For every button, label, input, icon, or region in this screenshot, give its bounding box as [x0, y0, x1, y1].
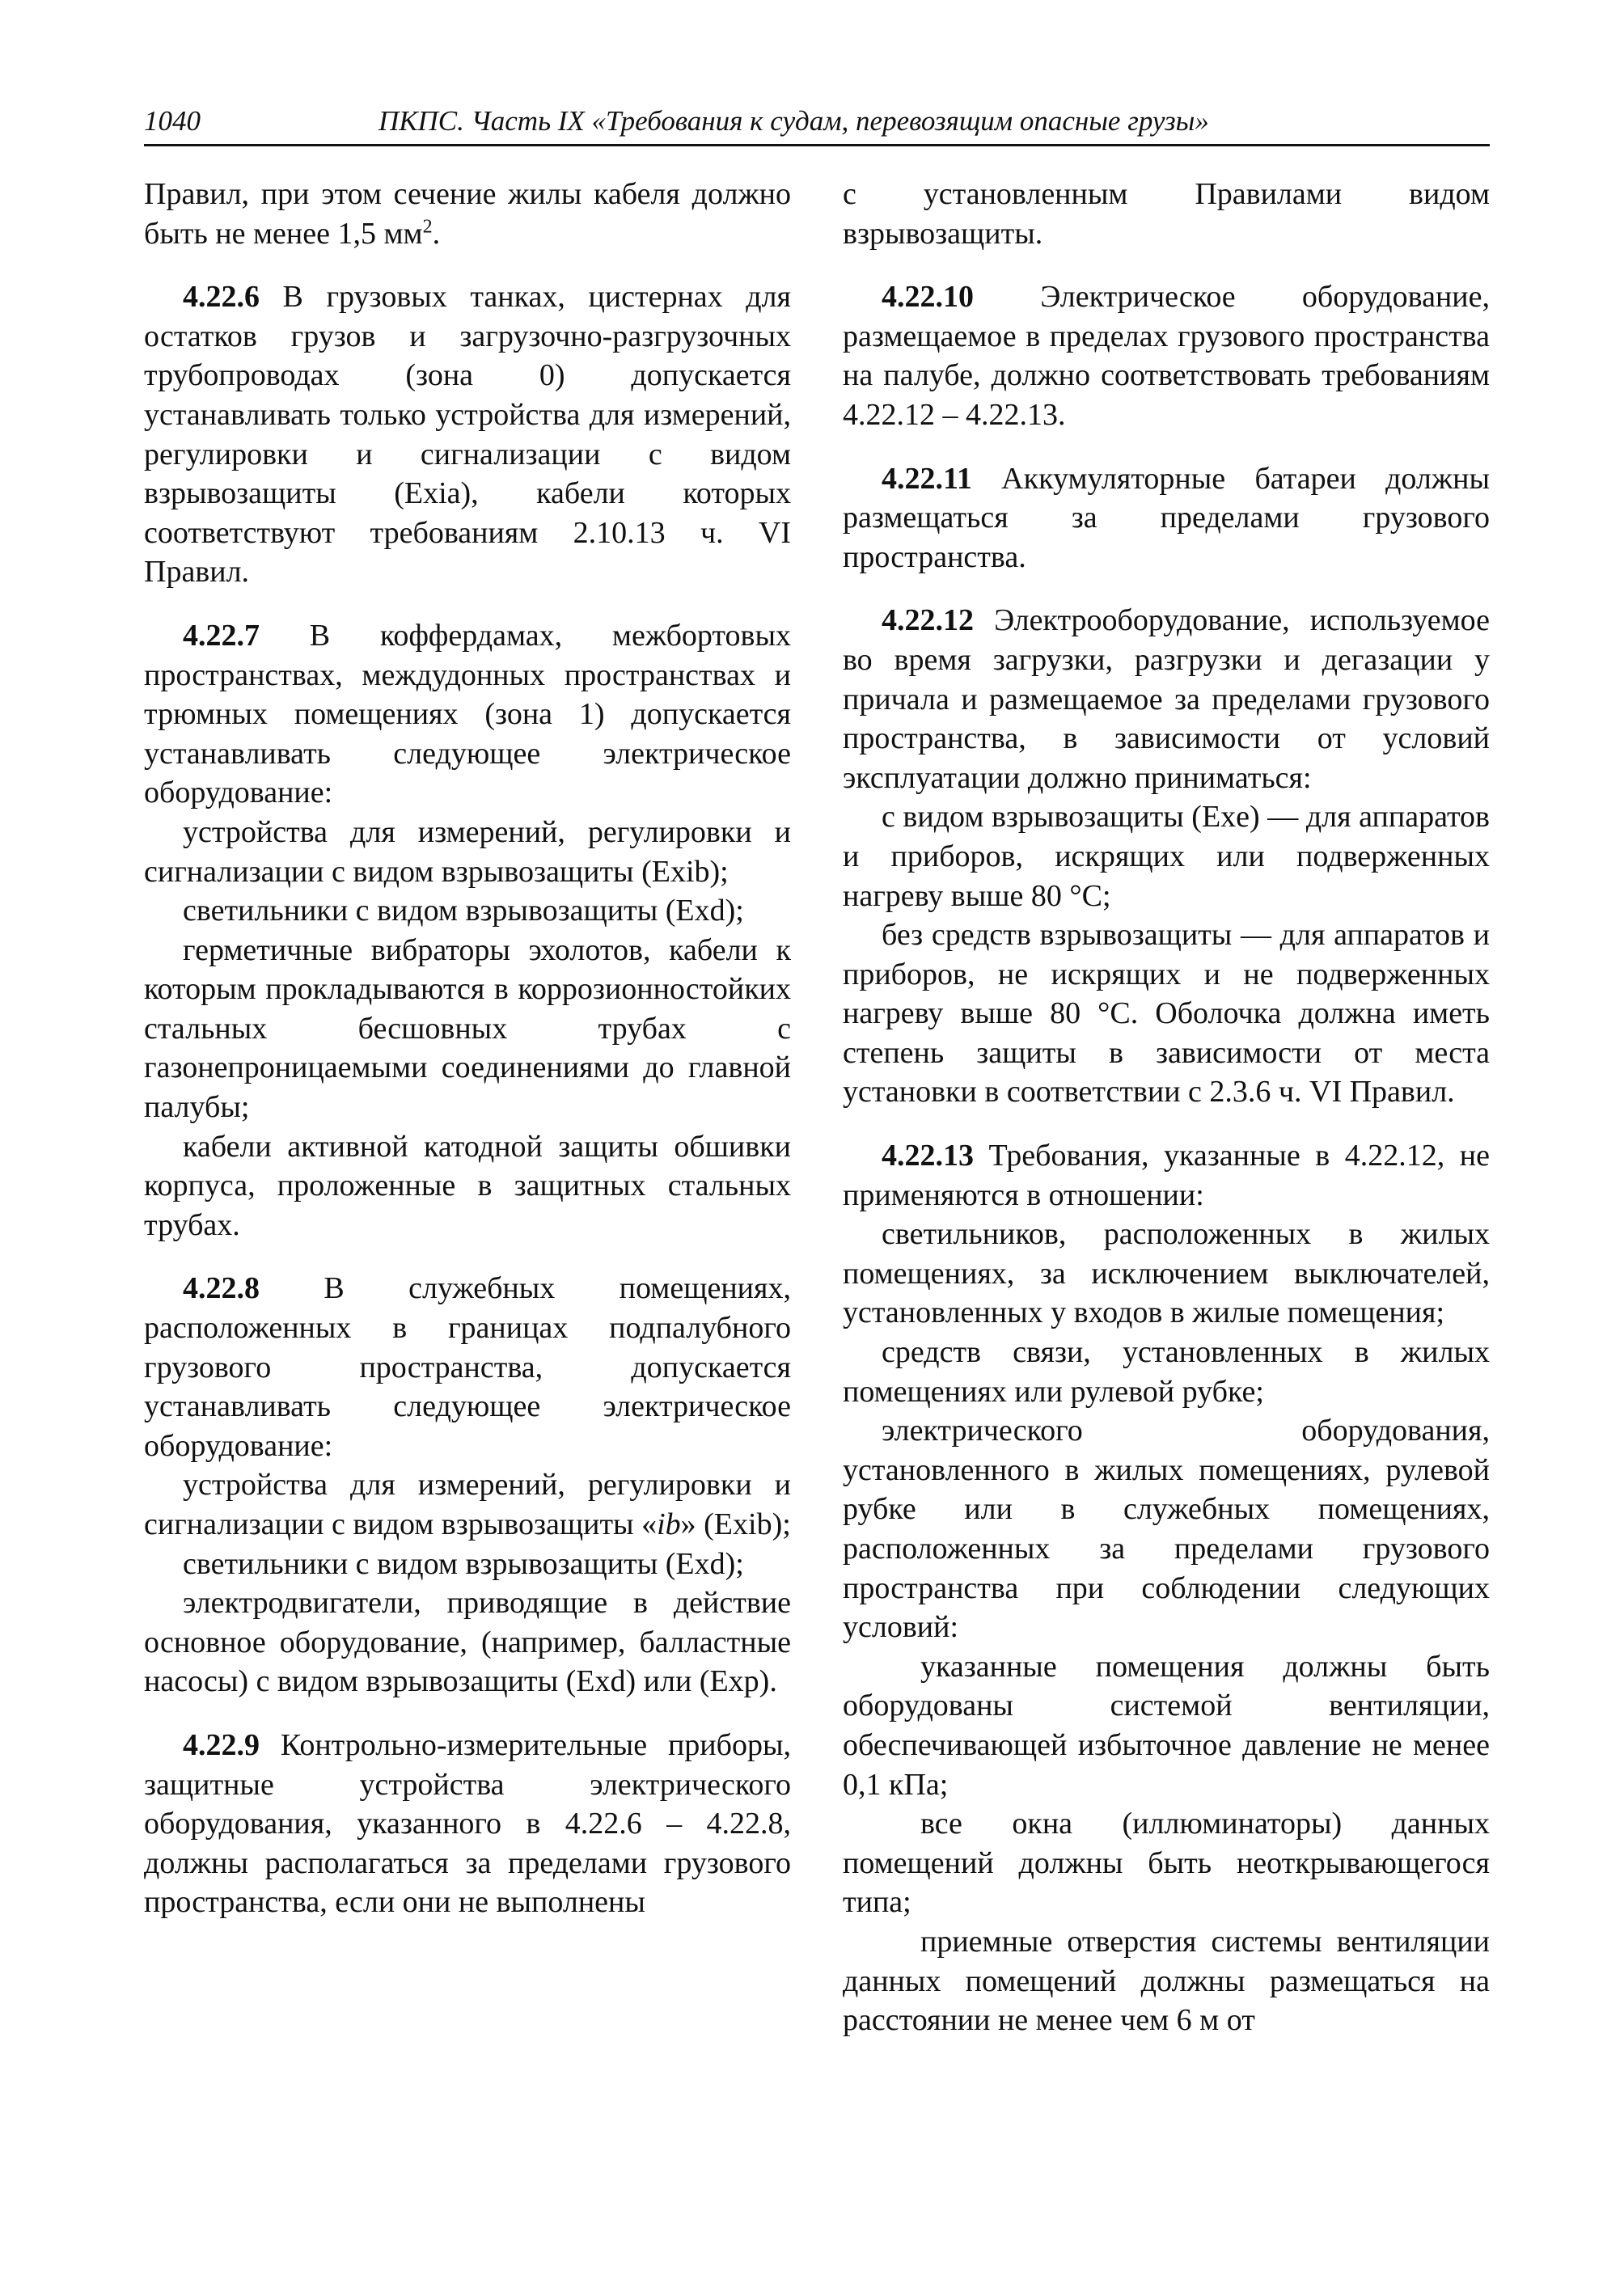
left-column — [144, 175, 791, 1922]
list-item: светильники с видом взрывозащиты (Exd); — [183, 894, 744, 928]
section-4-22-10 — [843, 277, 1490, 434]
continuation-paragraph: с установленным Правилами видом взрывозащиты. — [843, 177, 1490, 251]
section-number: 4.22.12 — [882, 603, 974, 638]
section-number: 4.22.8 — [183, 1271, 260, 1306]
section-text: Электрооборудование, используемое во время загрузки, разгрузки и дегазации у причала и размещаемое за пределами грузового пространства, в зависимости от условий эксплуатации должно приниматься: — [843, 603, 1490, 795]
page-number: 1040 — [144, 105, 201, 137]
section-4-22-11 — [843, 459, 1490, 577]
section-text: В служебных помещениях, расположенных в границах подпалубного грузового пространства, допускается устанавливать следующее электрическое оборудование: — [144, 1271, 791, 1463]
section-4-22-13 — [843, 1136, 1490, 1215]
list-item: устройства для измерений, регулировки и сигнализации с видом взрывозащиты «ib» (Exib); — [144, 1468, 791, 1541]
sub-list-item: все окна (иллюминаторы) данных помещений должны быть неоткрывающегося типа; — [843, 1807, 1490, 1920]
section-text: В грузовых танках, цистернах для остатков грузов и загрузочно-разгрузочных трубопроводах (зона 0) допускается устанавливать только устройства для измерений, регулировки и сигнализации с видом взрывозащиты (Exia), кабели которых соответствуют требованиям 2.10.13 ч. VI Правил. — [144, 280, 791, 590]
list-item: кабели активной катодной защиты обшивки корпуса, проложенные в защитных стальных трубах. — [144, 1129, 791, 1242]
sub-list-item: указанные помещения должны быть оборудованы системой вентиляции, обеспечивающей избыточное давление не менее 0,1 кПа; — [843, 1649, 1490, 1802]
list-item: электрического оборудования, установленного в жилых помещениях, рулевой рубке или в служебных помещениях, расположенных за пределами грузового пространства при соблюдении следующих условий: — [843, 1414, 1490, 1645]
section-number: 4.22.13 — [882, 1139, 974, 1173]
list-item: без средств взрывозащиты — для аппаратов и приборов, не искрящих и не подверженных нагреву выше 80 °C. Оболочка должна иметь степень защиты в зависимости от места установки в соответствии с 2.3.6 ч. VI Правил. — [843, 918, 1490, 1110]
running-header — [144, 104, 1490, 146]
section-text: В коффердамах, межбортовых пространствах, междудонных пространствах и трюмных помещениях (зона 1) допускается устанавливать следующее электрическое оборудование: — [144, 618, 791, 810]
section-text: Аккумуляторные батареи должны размещаться за пределами грузового пространства. — [843, 461, 1490, 574]
list-item: средств связи, установленных в жилых помещениях или рулевой рубке; — [843, 1335, 1490, 1409]
section-number: 4.22.9 — [183, 1727, 260, 1762]
section-text: Контрольно-измерительные приборы, защитные устройства электрического оборудования, указанного в 4.22.6 – 4.22.8, должны располагаться за пределами грузового пространства, если они не выполнены — [144, 1727, 791, 1920]
section-number: 4.22.6 — [183, 280, 260, 315]
list-item: устройства для измерений, регулировки и сигнализации с видом взрывозащиты (Exib); — [144, 814, 791, 889]
sub-list-item: приемные отверстия системы вентиляции данных помещений должны размещаться на расстоянии не менее чем 6 м от — [843, 1924, 1490, 2038]
section-number: 4.22.7 — [183, 618, 260, 653]
section-4-22-6 — [144, 277, 791, 592]
list-item: герметичные вибраторы эхолотов, кабели к которым прокладываются в коррозионностойких стальных бесшовных трубах с газонепроницаемыми соединениями до главной палубы; — [144, 932, 791, 1125]
section-4-22-7 — [144, 616, 791, 813]
section-4-22-12 — [843, 601, 1490, 797]
section-number: 4.22.10 — [882, 280, 974, 315]
list-item: светильников, расположенных в жилых помещениях, за исключением выключателей, установленных у входов в жилые помещения; — [843, 1217, 1490, 1330]
list-item: светильники с видом взрывозащиты (Exd); — [183, 1546, 744, 1581]
right-column — [843, 175, 1490, 2040]
section-4-22-9 — [144, 1726, 791, 1922]
continuation-paragraph: Правил, при этом сечение жилы кабеля должно быть не менее 1,5 $мм^2$. — [144, 177, 791, 251]
section-4-22-8 — [144, 1269, 791, 1465]
list-item: электродвигатели, приводящие в действие основное оборудование, (например, балластные насосы) с видом взрывозащиты (Exd) или (Exp). — [144, 1586, 791, 1699]
section-number: 4.22.11 — [882, 461, 972, 496]
header-title: ПКПС. Часть IX «Требования к судам, перевозящим опасные грузы» — [379, 105, 1209, 137]
section-text: Требования, указанные в 4.22.12, не применяются в отношении: — [843, 1139, 1490, 1212]
list-item: с видом взрывозащиты (Exe) — для аппаратов и приборов, искрящих или подверженных нагреву выше 80 °C; — [843, 800, 1490, 913]
section-text: Электрическое оборудование, размещаемое в пределах грузового пространства на палубе, должно соответствовать требованиям 4.22.12 – 4.22.13. — [843, 280, 1490, 432]
